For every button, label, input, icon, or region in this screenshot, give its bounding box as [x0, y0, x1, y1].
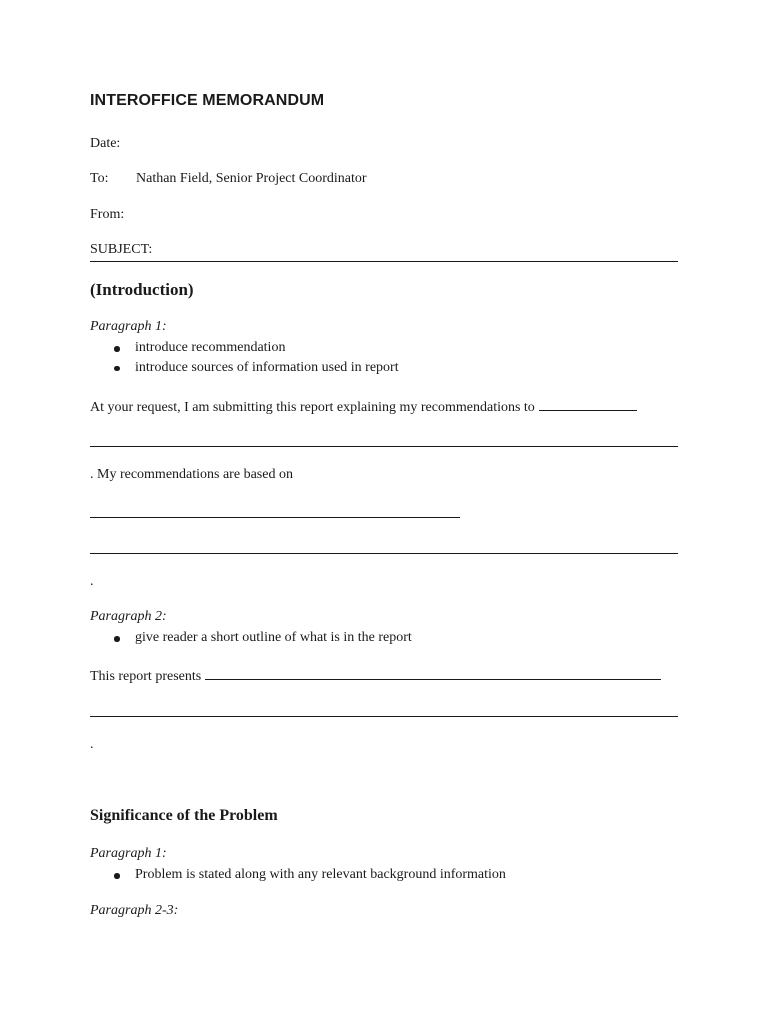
intro-paragraph1-label: Paragraph 1: — [90, 319, 167, 334]
subject-rule — [90, 261, 678, 262]
intro-paragraph2-bullets — [90, 628, 412, 648]
fill-in-rule — [90, 553, 678, 554]
intro-sentence-1: At your request, I am submitting this report explaining my recommendations to — [90, 396, 637, 416]
list-item: introduce recommendation — [90, 338, 399, 358]
date-label: Date: — [90, 136, 121, 151]
list-item: Problem is stated along with any relevant background information — [90, 865, 506, 885]
to-value: Nathan Field, Senior Project Coordinator — [136, 171, 367, 186]
sig-paragraph1-label: Paragraph 1: — [90, 846, 167, 861]
list-item: give reader a short outline of what is in the report — [90, 628, 412, 648]
from-label: From: — [90, 207, 125, 222]
to-label: To: — [90, 171, 109, 186]
fill-in-rule — [90, 716, 678, 717]
bullet-icon — [114, 366, 120, 372]
bullet-icon — [114, 346, 120, 352]
bullet-icon — [114, 636, 120, 642]
intro-paragraph1-bullets — [90, 338, 399, 377]
significance-heading: Significance of the Problem — [90, 807, 278, 824]
period-mark: . — [90, 574, 94, 589]
sig-paragraph23-label: Paragraph 2-3: — [90, 903, 179, 918]
intro-sentence-3: This report presents — [90, 665, 661, 685]
memo-title: INTEROFFICE MEMORANDUM — [90, 92, 325, 109]
fill-in-blank — [539, 396, 637, 411]
list-item: introduce sources of information used in report — [90, 358, 399, 378]
sig-paragraph1-bullets — [90, 865, 506, 885]
introduction-heading: (Introduction) — [90, 280, 194, 299]
period-mark: . — [90, 737, 94, 752]
intro-sentence-2: . My recommendations are based on — [90, 467, 293, 482]
bullet-icon — [114, 873, 120, 879]
intro-paragraph2-label: Paragraph 2: — [90, 609, 167, 624]
fill-in-rule — [90, 517, 460, 518]
fill-in-blank — [205, 665, 661, 680]
fill-in-rule — [90, 446, 678, 447]
subject-label: SUBJECT: — [90, 242, 153, 257]
